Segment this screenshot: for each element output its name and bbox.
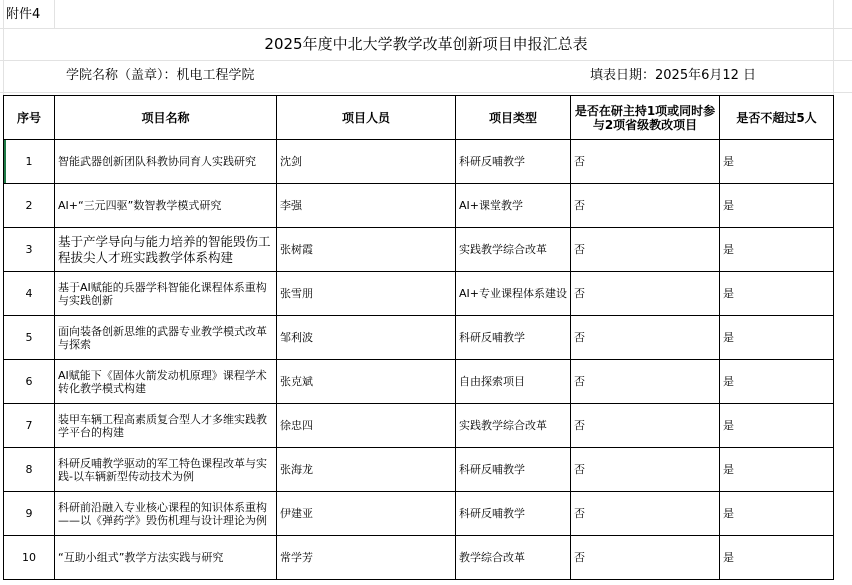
table-header-row: [4, 96, 834, 140]
cell-hosted[interactable]: 否: [571, 228, 720, 272]
table-row: [4, 228, 834, 272]
table-row: [4, 272, 834, 316]
cell-name-text: AI+“三元四驱”数智教学模式研究: [58, 199, 222, 212]
cell-name[interactable]: [55, 448, 277, 492]
cell-hosted[interactable]: 否: [571, 536, 720, 580]
cell-limit[interactable]: 是: [720, 492, 834, 536]
cell-name-text: 科研反哺教学驱动的军工特色课程改革与实践-以车辆新型传动技术为例: [58, 456, 267, 483]
cell-hosted[interactable]: 否: [571, 360, 720, 404]
table-row: [4, 448, 834, 492]
table-row: [4, 492, 834, 536]
table-row: [4, 536, 834, 580]
table-row: [4, 184, 834, 228]
cell-name-text: 面向装备创新思维的武器专业教学模式改革与探索: [58, 324, 267, 351]
cell-type[interactable]: 科研反哺教学: [456, 492, 571, 536]
table-row: [4, 404, 834, 448]
cell-hosted[interactable]: 否: [571, 272, 720, 316]
cell-name[interactable]: [55, 316, 277, 360]
cell-limit[interactable]: 是: [720, 448, 834, 492]
cell-no[interactable]: 4: [4, 272, 55, 316]
cell-no[interactable]: 9: [4, 492, 55, 536]
cell-type[interactable]: 科研反哺教学: [456, 316, 571, 360]
fill-date: 填表日期：2025年6月12 日: [590, 68, 757, 83]
cell-members[interactable]: 张海龙: [277, 448, 456, 492]
cell-hosted[interactable]: 否: [571, 404, 720, 448]
cell-hosted[interactable]: 否: [571, 184, 720, 228]
cell-name[interactable]: [55, 404, 277, 448]
college-name: 学院名称（盖章）：机电工程学院: [66, 68, 255, 83]
cell-members[interactable]: 常学芳: [277, 536, 456, 580]
cell-type[interactable]: 实践教学综合改革: [456, 404, 571, 448]
cell-limit[interactable]: 是: [720, 184, 834, 228]
cell-limit[interactable]: 是: [720, 140, 834, 184]
cell-type[interactable]: AI+专业课程体系建设: [456, 272, 571, 316]
cell-name[interactable]: [55, 360, 277, 404]
cell-name[interactable]: [55, 272, 277, 316]
cell-name[interactable]: [55, 228, 277, 272]
cell-members[interactable]: 沈剑: [277, 140, 456, 184]
cell-no[interactable]: 10: [4, 536, 55, 580]
cell-members[interactable]: 李强: [277, 184, 456, 228]
table-row: [4, 360, 834, 404]
col-header-hosted[interactable]: 是否在研主持1项或同时参与2项省级教改项目: [571, 96, 720, 140]
cell-name[interactable]: [55, 140, 277, 184]
cell-no[interactable]: 1: [4, 140, 55, 184]
gridline: [0, 92, 852, 93]
cell-no[interactable]: 2: [4, 184, 55, 228]
cell-no[interactable]: 5: [4, 316, 55, 360]
cell-limit[interactable]: 是: [720, 536, 834, 580]
cell-type[interactable]: 实践教学综合改革: [456, 228, 571, 272]
cell-type[interactable]: 科研反哺教学: [456, 448, 571, 492]
cell-limit[interactable]: 是: [720, 404, 834, 448]
col-header-type[interactable]: 项目类型: [456, 96, 571, 140]
cell-name-text: 科研前沿融入专业核心课程的知识体系重构——以《弹药学》毁伤机理与设计理论为例: [58, 500, 267, 527]
cell-members[interactable]: 伊建亚: [277, 492, 456, 536]
projects-table: [3, 95, 834, 580]
gridline: [0, 28, 852, 29]
col-header-limit[interactable]: 是否不超过5人: [720, 96, 834, 140]
cell-members[interactable]: 邹利波: [277, 316, 456, 360]
cell-no[interactable]: 3: [4, 228, 55, 272]
cell-name-text: 基于AI赋能的兵器学科智能化课程体系重构与实践创新: [58, 280, 267, 307]
page-title: 2025年度中北大学教学改革创新项目申报汇总表: [264, 35, 588, 53]
cell-name[interactable]: [55, 536, 277, 580]
cell-name-text: “互助小组式”教学方法实践与研究: [58, 551, 224, 564]
cell-type[interactable]: 科研反哺教学: [456, 140, 571, 184]
cell-hosted[interactable]: 否: [571, 140, 720, 184]
table-row: [4, 316, 834, 360]
cell-name-text: 装甲车辆工程高素质复合型人才多维实践教学平台的构建: [58, 412, 267, 439]
cell-name-text: AI赋能下《固体火箭发动机原理》课程学术转化教学模式构建: [58, 368, 267, 395]
cell-hosted[interactable]: 否: [571, 316, 720, 360]
cell-type[interactable]: AI+课堂教学: [456, 184, 571, 228]
cell-no[interactable]: 6: [4, 360, 55, 404]
cell-limit[interactable]: 是: [720, 316, 834, 360]
cell-type[interactable]: 教学综合改革: [456, 536, 571, 580]
cell-name-text: 智能武器创新团队科教协同育人实践研究: [58, 155, 256, 168]
cell-name[interactable]: [55, 184, 277, 228]
attachment-label: 附件4: [6, 7, 41, 22]
gridline: [0, 60, 852, 61]
cell-members[interactable]: 张雪朋: [277, 272, 456, 316]
table-row: [4, 140, 834, 184]
cell-limit[interactable]: 是: [720, 228, 834, 272]
cell-members[interactable]: 张树霞: [277, 228, 456, 272]
cell-hosted[interactable]: 否: [571, 492, 720, 536]
cell-limit[interactable]: 是: [720, 272, 834, 316]
cell-members[interactable]: 徐忠四: [277, 404, 456, 448]
col-header-members[interactable]: 项目人员: [277, 96, 456, 140]
col-header-name[interactable]: 项目名称: [55, 96, 277, 140]
cell-hosted[interactable]: 否: [571, 448, 720, 492]
cell-name[interactable]: [55, 492, 277, 536]
col-header-no[interactable]: 序号: [4, 96, 55, 140]
cell-members[interactable]: 张克斌: [277, 360, 456, 404]
cell-no[interactable]: 7: [4, 404, 55, 448]
cell-type[interactable]: 自由探索项目: [456, 360, 571, 404]
cell-no[interactable]: 8: [4, 448, 55, 492]
cell-name-text: 基于产学导向与能力培养的智能毁伤工程拔尖人才班实践教学体系构建: [58, 233, 271, 265]
gridline: [54, 0, 55, 28]
cell-limit[interactable]: 是: [720, 360, 834, 404]
